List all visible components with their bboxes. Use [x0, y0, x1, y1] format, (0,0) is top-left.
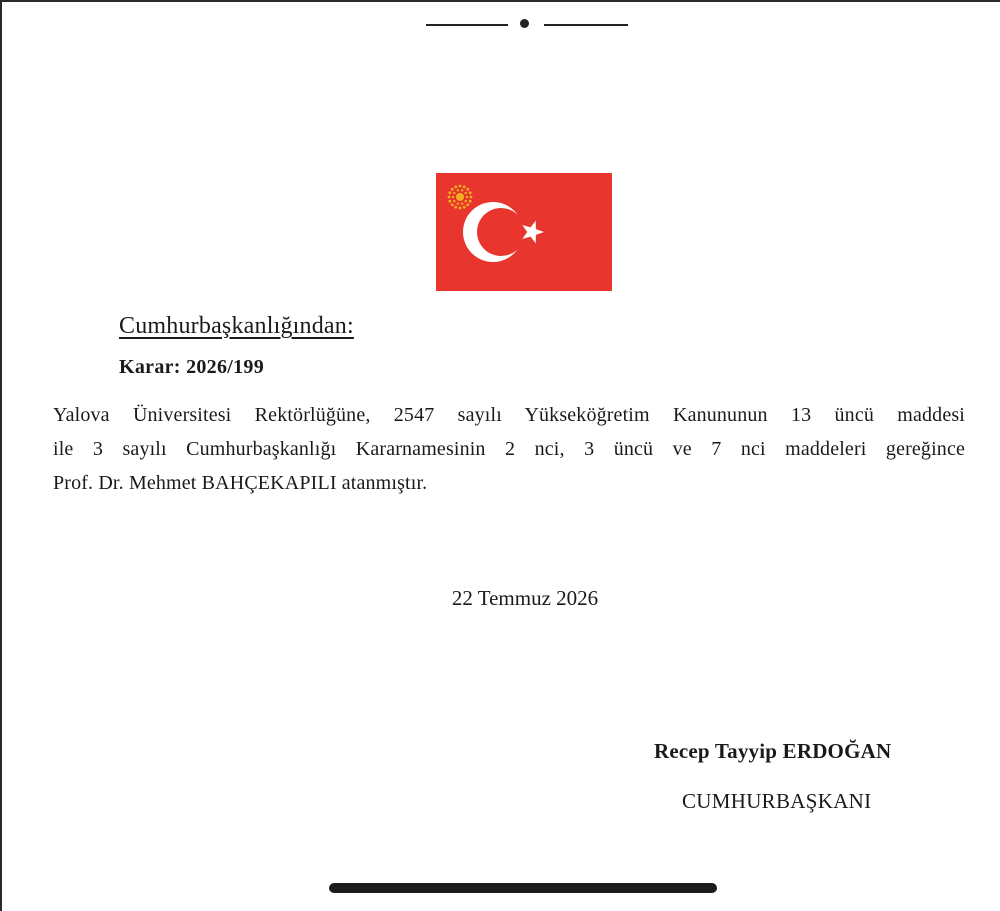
- home-indicator-bar[interactable]: [329, 883, 717, 893]
- header-ornament: [426, 14, 628, 32]
- decree-body: [53, 398, 965, 500]
- turkish-flag-icon: [436, 173, 612, 291]
- decree-body-line: ile 3 sayılı Cumhurbaşkanlığı Kararnamesinin 2 nci, 3 üncü ve 7 nci maddeleri gereğince: [53, 438, 965, 460]
- signer-title: CUMHURBAŞKANI: [682, 789, 872, 813]
- decision-number: Karar: 2026/199: [119, 356, 265, 378]
- ornament-line-right: [544, 24, 628, 26]
- ornament-dot: [520, 19, 529, 28]
- decree-date: 22 Temmuz 2026: [451, 586, 599, 610]
- decree-body-line: Prof. Dr. Mehmet BAHÇEKAPILI atanmıştır.: [53, 472, 428, 494]
- signer-name: Recep Tayyip ERDOĞAN: [654, 739, 892, 763]
- ornament-line-left: [426, 24, 508, 26]
- issuer-heading: Cumhurbaşkanlığından:: [119, 313, 354, 339]
- decree-body-line: Yalova Üniversitesi Rektörlüğüne, 2547 sayılı Yükseköğretim Kanununun 13 üncü maddesi: [53, 404, 965, 426]
